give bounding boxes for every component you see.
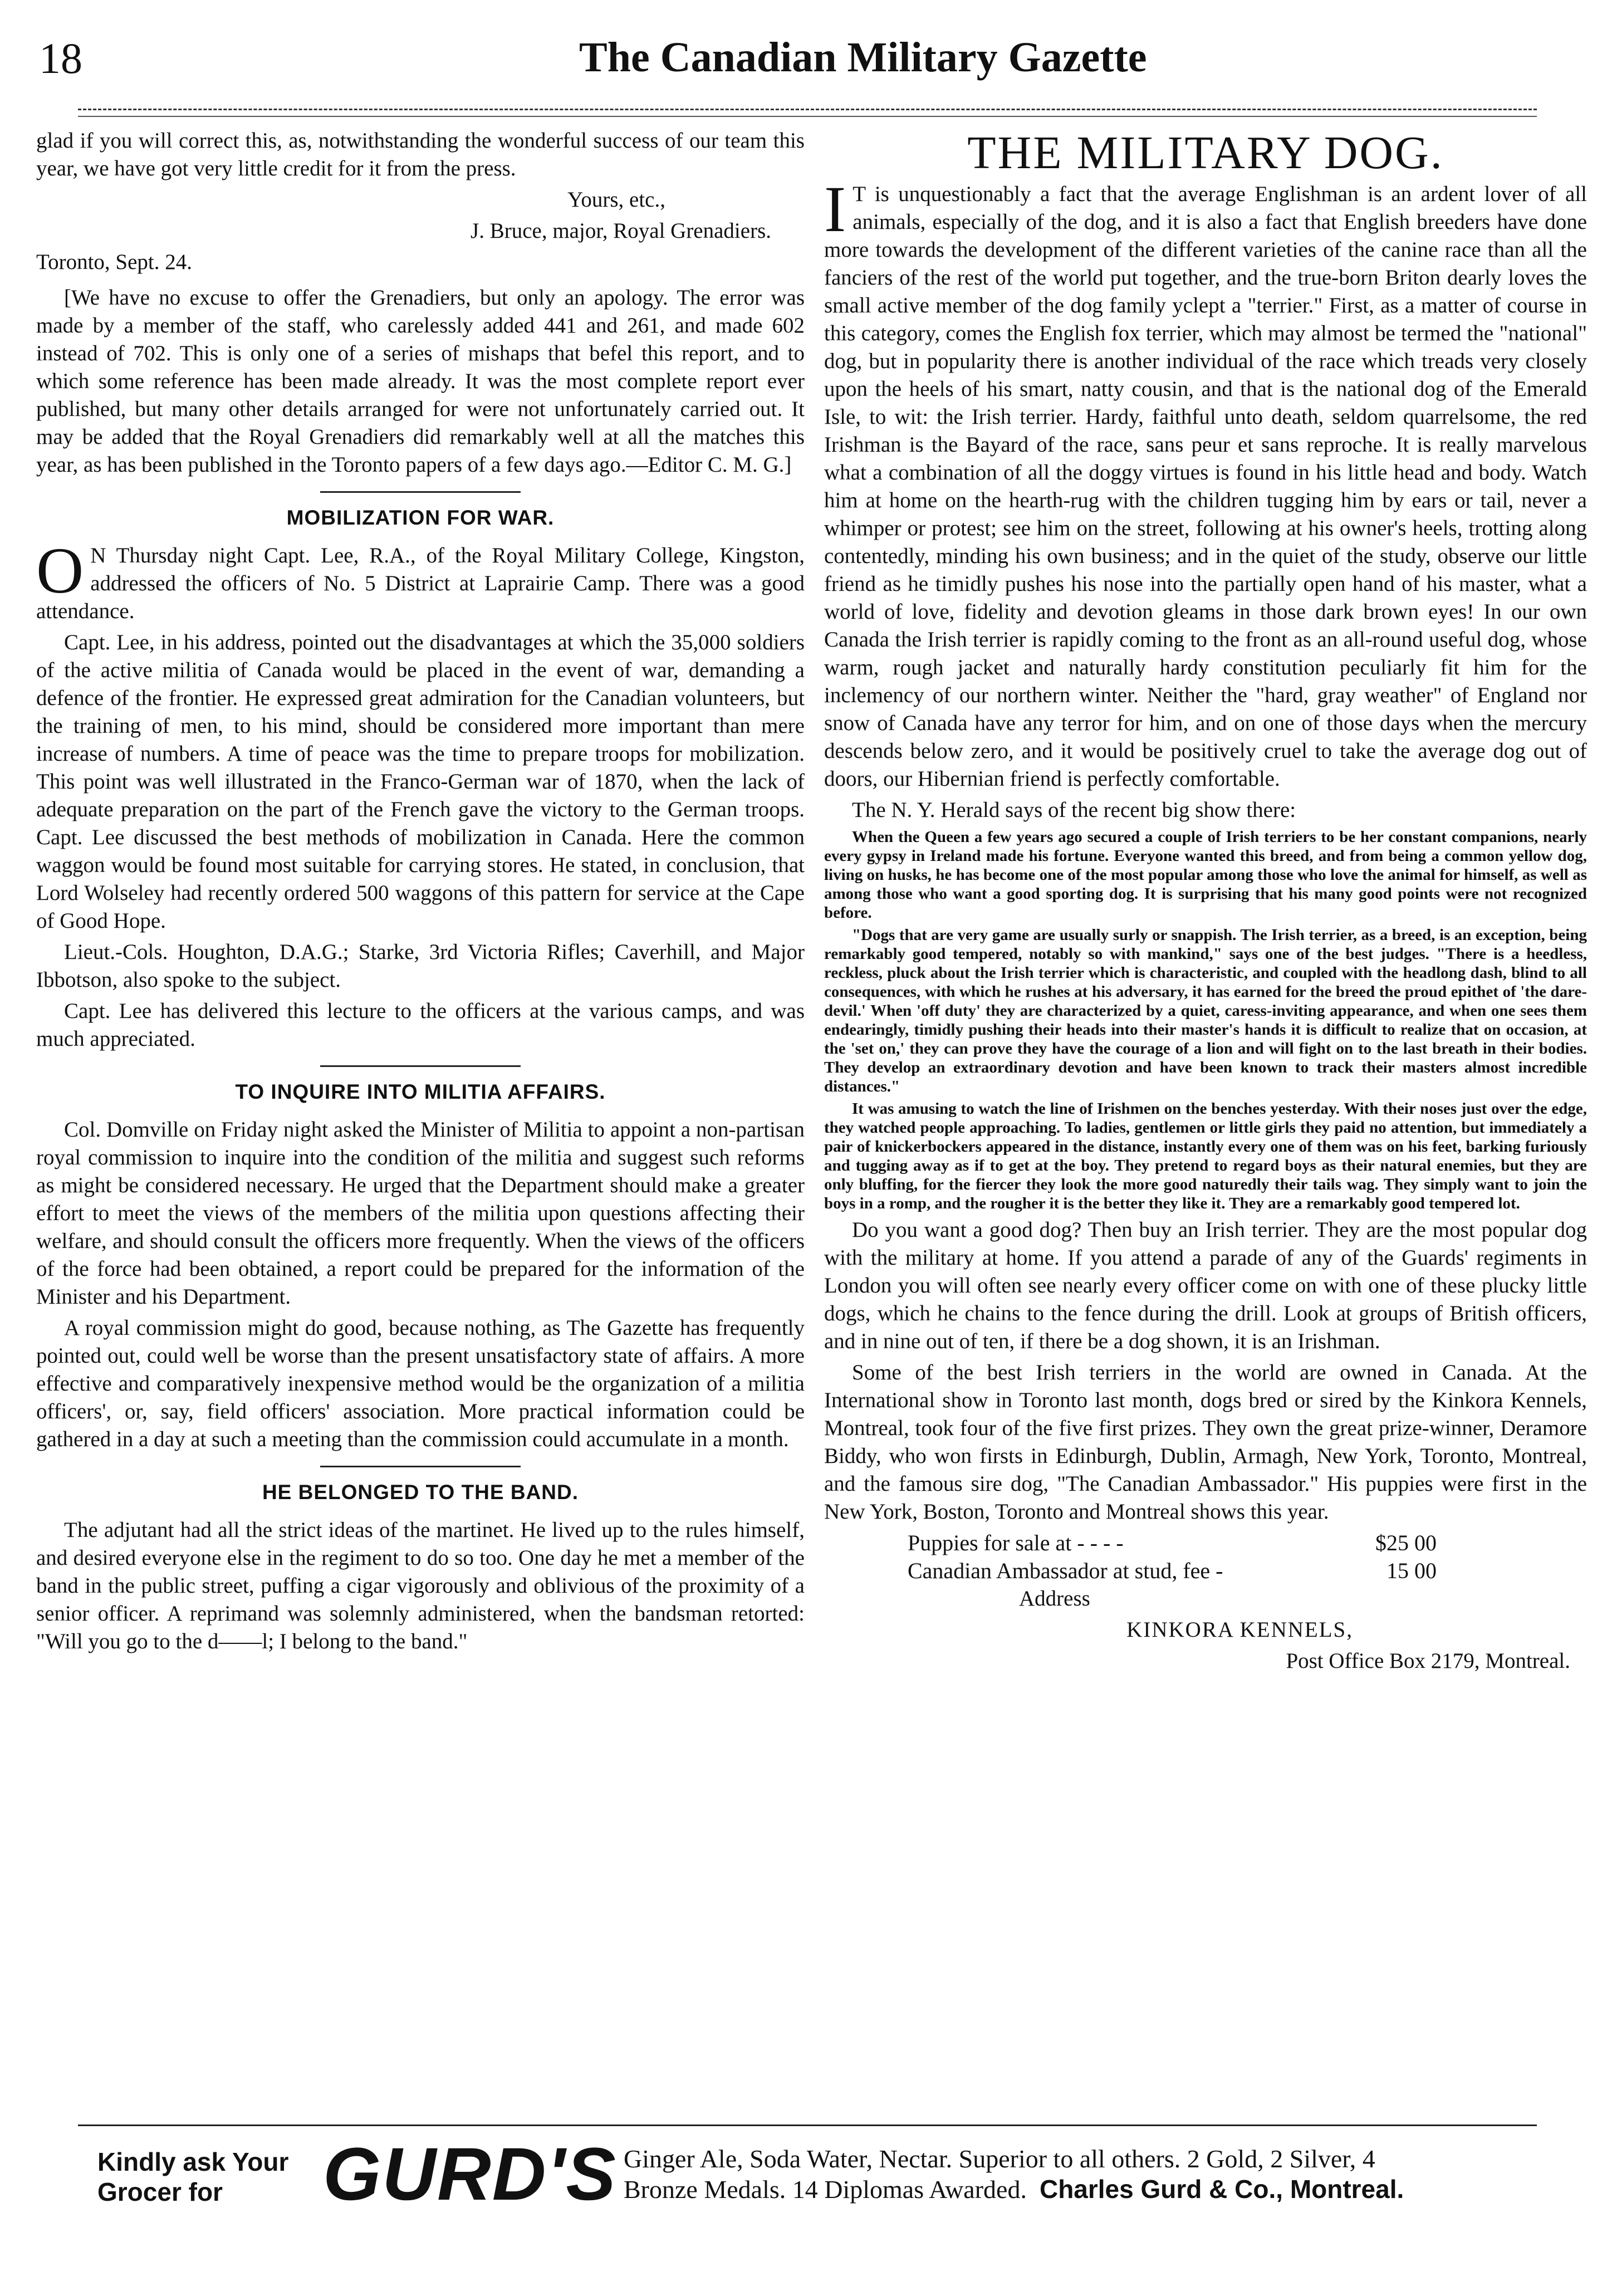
price-amount: 15 00 [1386, 1558, 1437, 1583]
publication-title: The Canadian Military Gazette [579, 34, 1147, 81]
herald-quote: It was amusing to watch the line of Irishmen on the benches yesterday. With their noses just over the edge, they watched people approaching. To ladies, gentlemen or little girls they paid no attention, but immediately a pair of knickerbockers appeared in the distance, instantly every one of them was on his feet, barking furiously and tugging away as if to get at the boy. They pretend to regard boys as their natural enemies, but they are only bluffing, for the fiercer they look the more good naturedly their tails wag. They simply want to join the boys in a romp, and the rougher it is the better they like it. They are a remarkably good tempered lot. [824, 1100, 1587, 1212]
letter-dateline: Toronto, Sept. 24. [36, 250, 193, 274]
band-paragraph: The adjutant had all the strict ideas of the martinet. He lived up to the rules himself, and desired everyone else in the regiment to do so too. One day he met a member of the band in the public street, puffing a cigar vigorously and oblivious of the proximity of a senior officer. A reprimand was solemnly administered, when the bandsman retorted: "Will you go to the d——l; I belong to the band." [36, 1518, 805, 1653]
ad-line-2: Bronze Medals. 14 Diplomas Awarded. Charles Gurd & Co., Montreal. [624, 2175, 1404, 2204]
ad-brand-logo: GURD'S [323, 2133, 617, 2216]
drop-cap: I [824, 173, 846, 246]
price-row [824, 1529, 1587, 1557]
price-label: Canadian Ambassador at stud, fee - [908, 1558, 1223, 1583]
price-label: Puppies for sale at - - - - [908, 1530, 1124, 1555]
band-heading: HE BELONGED TO THE BAND. [262, 1481, 579, 1504]
post-office: Post Office Box 2179, Montreal. [1286, 1649, 1570, 1673]
ad-line-1: Ginger Ale, Soda Water, Nectar. Superior to all others. 2 Gold, 2 Silver, 4 [624, 2145, 1375, 2173]
letter-paragraph: glad if you will correct this, as, notwithstanding the wonderful success of our team this year, we have got very little credit for it from the press. [36, 129, 805, 180]
left-column [36, 127, 805, 1659]
header-rule [78, 109, 1537, 110]
mobilization-heading: MOBILIZATION FOR WAR. [286, 506, 555, 529]
dog-paragraph: Some of the best Irish terriers in the world are owned in Canada. At the International show in Toronto last month, dogs bred or sired by the Kinkora Kennels, Montreal, took four of the five first prizes. They own the great prize-winner, Deramore Biddy, who won firsts in Edinburgh, Dublin, Armagh, New York, Toronto, Montreal, and the famous sire dog, "The Canadian Ambassador." His puppies were first in the New York, Boston, Toronto and Montreal shows this year. [824, 1360, 1587, 1524]
right-column [824, 127, 1587, 1678]
editor-note: [We have no excuse to offer the Grenadiers, but only an apology. The error was made by a member of the staff, who carelessly added 441 and 261, and made 602 instead of 702. This is only one of a series of mishaps that befel this report, and to which some reference has been made already. It was the most complete report ever published, but many other details arranged for were not unfortunately carried out. It may be added that the Royal Grenadiers did remarkably well at all the matches this year, as has been published in the Toronto papers of a few days ago.—Editor C. M. G.] [36, 286, 805, 477]
herald-intro: The N. Y. Herald says of the recent big show there: [852, 798, 1296, 822]
herald-quote: When the Queen a few years ago secured a couple of Irish terriers to be her constant companions, nearly every gypsy in Ireland made his fortune. Everyone wanted this breed, and from being a common yellow dog, living on husks, he has become one of the most popular among those who love the animal for himself, as well as among those who want a good sporting dog. It is surprising that his many good points were not recognized before. [824, 828, 1587, 922]
ad-left-text: Kindly ask Your Grocer for [97, 2147, 289, 2206]
mobilization-paragraph-4: Capt. Lee has delivered this lecture to the officers at the various camps, and was much appreciated. [36, 999, 805, 1051]
militia-heading: TO INQUIRE INTO MILITIA AFFAIRS. [235, 1080, 606, 1103]
dog-paragraph: Do you want a good dog? Then buy an Irish terrier. They are the most popular dog with the military at home. If you attend a parade of any of the Guards' regiments in London you will often see nearly every officer come on with one of these plucky little dogs, which he chains to the fence during the drill. Look at groups of British officers, and in nine out of ten, if there be a dog shown, it is an Irishman. [824, 1218, 1587, 1353]
militia-paragraph-1: Col. Domville on Friday night asked the Minister of Militia to appoint a non-partisan royal commission to inquire into the condition of the militia and suggest such reforms as might be considered necessary. He urged that the Department should make a greater effort to meet the views of the members of the militia upon questions affecting their welfare, and should consult the officers more frequently. When the views of the officers of the force had been obtained, a report could be prepared for the information of the Minister and his Department. [36, 1118, 805, 1309]
dog-intro-paragraph: I T is unquestionably a fact that the average Englishman is an ardent lover of all animals, especially of the dog, and it is also a fact that English breeders have done more towards the development of the different varieties of the canine race than all the fanciers of the rest of the world put together, and the true-born Briton dearly loves the small active member of the dog family yclept a "terrier." First, as a matter of course in this category, comes the English fox terrier, which may almost be termed the "national" dog, but in popularity there is another individual of the race which treads very closely upon the heels of his smart, natty cousin, and that is the national dog of the Emerald Isle, to wit: the Irish terrier. Hardy, faithful unto death, seldom quarrelsome, the red Irishman is the Bayard of the race, sans peur et sans reproche. It is really marvelous what a combination of all the doggy virtues is found in his little head and body. Watch him at home on the hearth-rug with the children tugging him by ears or tail, never a whimper or protest; see him on the street, following at his owner's heels, trotting along contentedly, minding his own business; and in the quiet of the study, observe our little friend as he timidly pushes his nose into the partially open hand of his master, what a world of love, fidelity and devotion gleams in those dark brown eyes! In our own Canada the Irish terrier is rapidly coming to the front as an all-round useful dog, whose warm, rough jacket and naturally hardy constitution peculiarly fit him for the inclemency of our northern winter. Neither the "hard, gray weather" of England nor snow of Canada have any terror for him, and on one of those days when the mercury descends below zero, and it would be positively cruel to take the average dog out of doors, our Hibernian friend is perfectly comfortable. [824, 173, 1587, 791]
letter-closing: Yours, etc., [567, 188, 665, 212]
section-divider [320, 1065, 521, 1067]
mobilization-paragraph-2: Capt. Lee, in his address, pointed out the disadvantages at which the 35,000 soldiers of the active militia of Canada would be placed in the event of war, demanding a defence of the frontier. He expressed great admiration for the Canadian volunteers, but the training of men, to his mind, should be considered more important than mere increase of numbers. A time of peace was the time to prepare troops for mobilization. This point was well illustrated in the Franco-German war of 1870, when the lack of adequate preparation on the part of the French gave the victory to the German troops. Capt. Lee discussed the best methods of mobilization in Canada. Here the common waggon would be found most suitable for carrying stores. He stated, in conclusion, that Lord Wolseley had recently ordered 500 waggons of this pattern for service at the Cape of Good Hope. [36, 630, 805, 933]
address-label: Address [1019, 1587, 1090, 1610]
header-rule-solid [78, 116, 1537, 117]
letter-signature: J. Bruce, major, Royal Grenadiers. [471, 219, 771, 243]
kennel-name: KINKORA KENNELS, [1126, 1618, 1353, 1642]
militia-paragraph-2: A royal commission might do good, because nothing, as The Gazette has frequently pointed out, could well be worse than the present unsatisfactory state of affairs. A more effective and comparatively inexpensive method would be the organization of a militia officers', or, say, field officers' association. More practical information could be gathered in a day at such a meeting than the commission could accumulate in a month. [36, 1316, 805, 1451]
section-divider [320, 1466, 521, 1467]
ad-copy [624, 2144, 1404, 2205]
article-title: THE MILITARY DOG. [967, 127, 1444, 179]
ad-rule [78, 2124, 1537, 2126]
section-divider [320, 491, 521, 493]
mobilization-paragraph-1: O N Thursday night Capt. Lee, R.A., of the Royal Military College, Kingston, addressed the officers of No. 5 District at Laprairie Camp. There was a good attendance. [36, 534, 805, 623]
herald-quote: "Dogs that are very game are usually surly or snappish. The Irish terrier, as a breed, is an exception, being remarkably good tempered, notably so with mankind," says one of the best judges. "There is a heedless, reckless, pluck about the Irish terrier which is characteristic, and coupled with the headlong dash, blind to all consequences, with which he rushes at his adversary, it has earned for the breed the proud epithet of 'the dare-devil.' When 'off duty' they are characterized by a quiet, caress-inviting appearance, and when one sees them endearingly, timidly pushing their heads into their master's hands it is difficult to realize that on occasion, at the 'set on,' they can prove they have the courage of a lion and will fight on to the last breath in their bodies. They develop an extraordinary devotion and have been known to track their masters almost incredible distances." [824, 926, 1587, 1095]
price-row [824, 1557, 1587, 1585]
page-number: 18 [39, 34, 82, 82]
mobilization-paragraph-3: Lieut.-Cols. Houghton, D.A.G.; Starke, 3rd Victoria Rifles; Caverhill, and Major Ibbotson, also spoke to the subject. [36, 940, 805, 992]
ad-company: Charles Gurd & Co., Montreal. [1039, 2175, 1404, 2204]
drop-cap: O [36, 534, 84, 607]
price-amount: $25 00 [1375, 1530, 1437, 1555]
